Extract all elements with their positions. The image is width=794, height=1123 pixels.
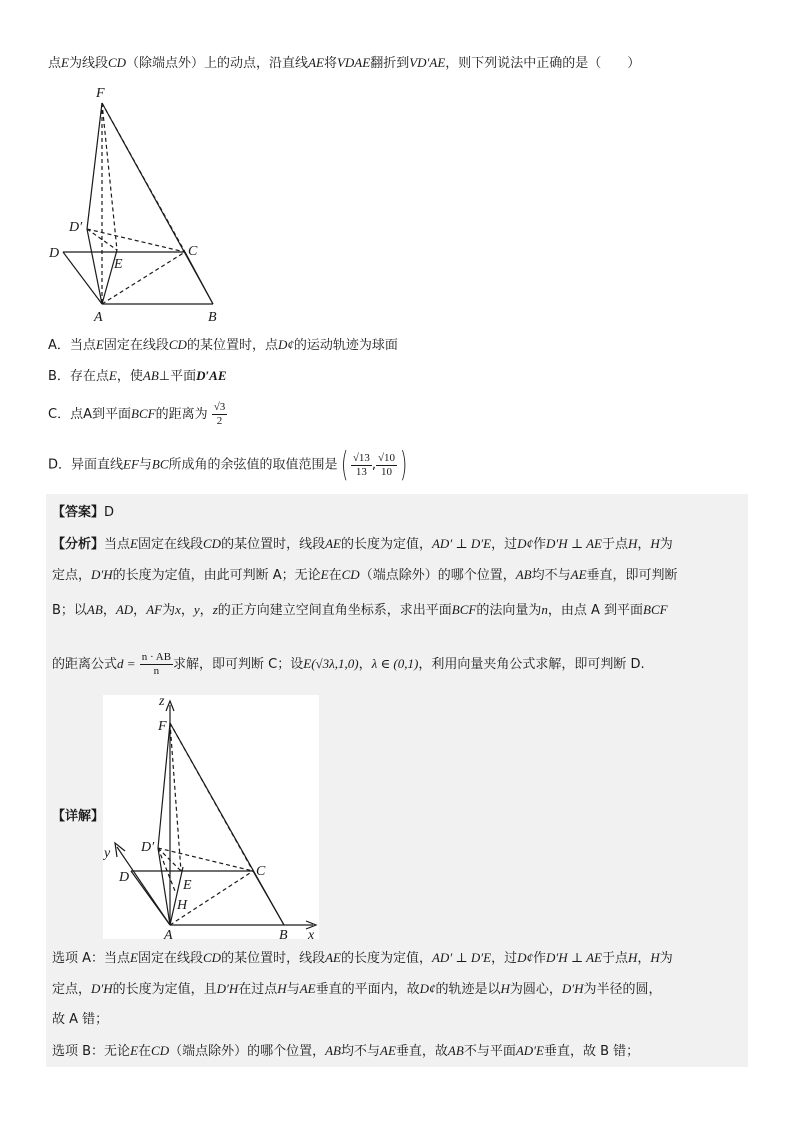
distance-formula-fraction: $\frac{n \cdot AB}{n}$: [141, 651, 172, 677]
label-D-2: D: [119, 870, 130, 885]
label-B-2: B: [279, 928, 288, 939]
label-B: B: [208, 310, 217, 325]
option-c: C．点A到平面BCF的距离为 $\frac{√3}{2}$: [48, 401, 226, 427]
detail-a-line-3: 故 A 错；: [52, 1012, 109, 1027]
analysis-line-3: B；以AB，AD，AF为x，y，z的正方向建立空间直角坐标系，求出平面BCF的法向量为n，由点 A 到平面BCF: [52, 602, 668, 618]
answer-line: 【答案】D: [52, 505, 115, 520]
label-E: E: [114, 257, 123, 272]
label-C: C: [188, 244, 198, 259]
detail-a-line-1: 选项 A：当点E固定在线段CD的某位置时，线段AE的长度为定值，AD′ ⊥ D′E，过D¢作D′H ⊥ AE于点H，H为: [52, 950, 673, 966]
detail-a-line-2: 定点，D′H的长度为定值，且D′H在过点H与AE垂直的平面内，故D¢的轨迹是以H为圆心，D′H为半径的圆，: [52, 981, 662, 997]
fraction-sqrt3-over-2: $\frac{√3}{2}$: [213, 401, 226, 427]
label-D-prime: D′: [69, 220, 83, 235]
axis-label-x: x: [308, 928, 315, 939]
detail-tag: 【详解】: [52, 809, 105, 824]
label-D: D: [49, 246, 60, 261]
question-stem: 点E为线段CD（除端点外）上的动点，沿直线AE将VDAE翻折到VD′AE，则下列说法中正确的是（ ）: [48, 55, 641, 71]
label-A: A: [94, 310, 103, 325]
label-C-2: C: [256, 864, 266, 879]
option-b: B．存在点E，使AB⊥平面D′AE: [48, 368, 227, 384]
analysis-line-4: 的距离公式d = $\frac{n \cdot AB}{n}$ 求解，即可判断 C；设E(√3λ,1,0)，λ ∈ (0,1)，利用向量夹角公式求解，即可判断 D.: [52, 651, 645, 677]
option-a: A．当点E固定在线段CD的某位置时，点D¢的运动轨迹为球面: [48, 337, 398, 353]
label-F-2: F: [158, 719, 167, 734]
label-E-2: E: [183, 878, 192, 893]
option-d: D．异面直线EF与BC所成角的余弦值的取值范围是( $\frac{√13}{13}$ , $\frac{√10}{10}$ ): [48, 445, 408, 485]
detail-b-line-1: 选项 B：无论E在CD（端点除外）的哪个位置，AB均不与AE垂直，故AB不与平面AD′E垂直，故 B 错；: [52, 1043, 640, 1059]
label-D-prime-2: D′: [141, 840, 155, 855]
coordinate-figure-box: [103, 695, 319, 939]
coordinate-pyramid-figure: [103, 695, 319, 939]
label-H: H: [177, 898, 188, 913]
label-F: F: [96, 86, 105, 101]
pyramid-figure: [45, 85, 235, 325]
axis-label-y: y: [104, 846, 111, 861]
axis-label-z: z: [159, 695, 165, 709]
label-A-2: A: [164, 928, 173, 939]
analysis-line-2: 定点，D′H的长度为定值，由此可判断 A；无论E在CD（端点除外）的哪个位置，AB均不与AE垂直，即可判断: [52, 567, 678, 583]
analysis-line-1: 【分析】当点E固定在线段CD的某位置时，线段AE的长度为定值，AD′ ⊥ D′E，过D¢作D′H ⊥ AE于点H，H为: [52, 536, 673, 552]
